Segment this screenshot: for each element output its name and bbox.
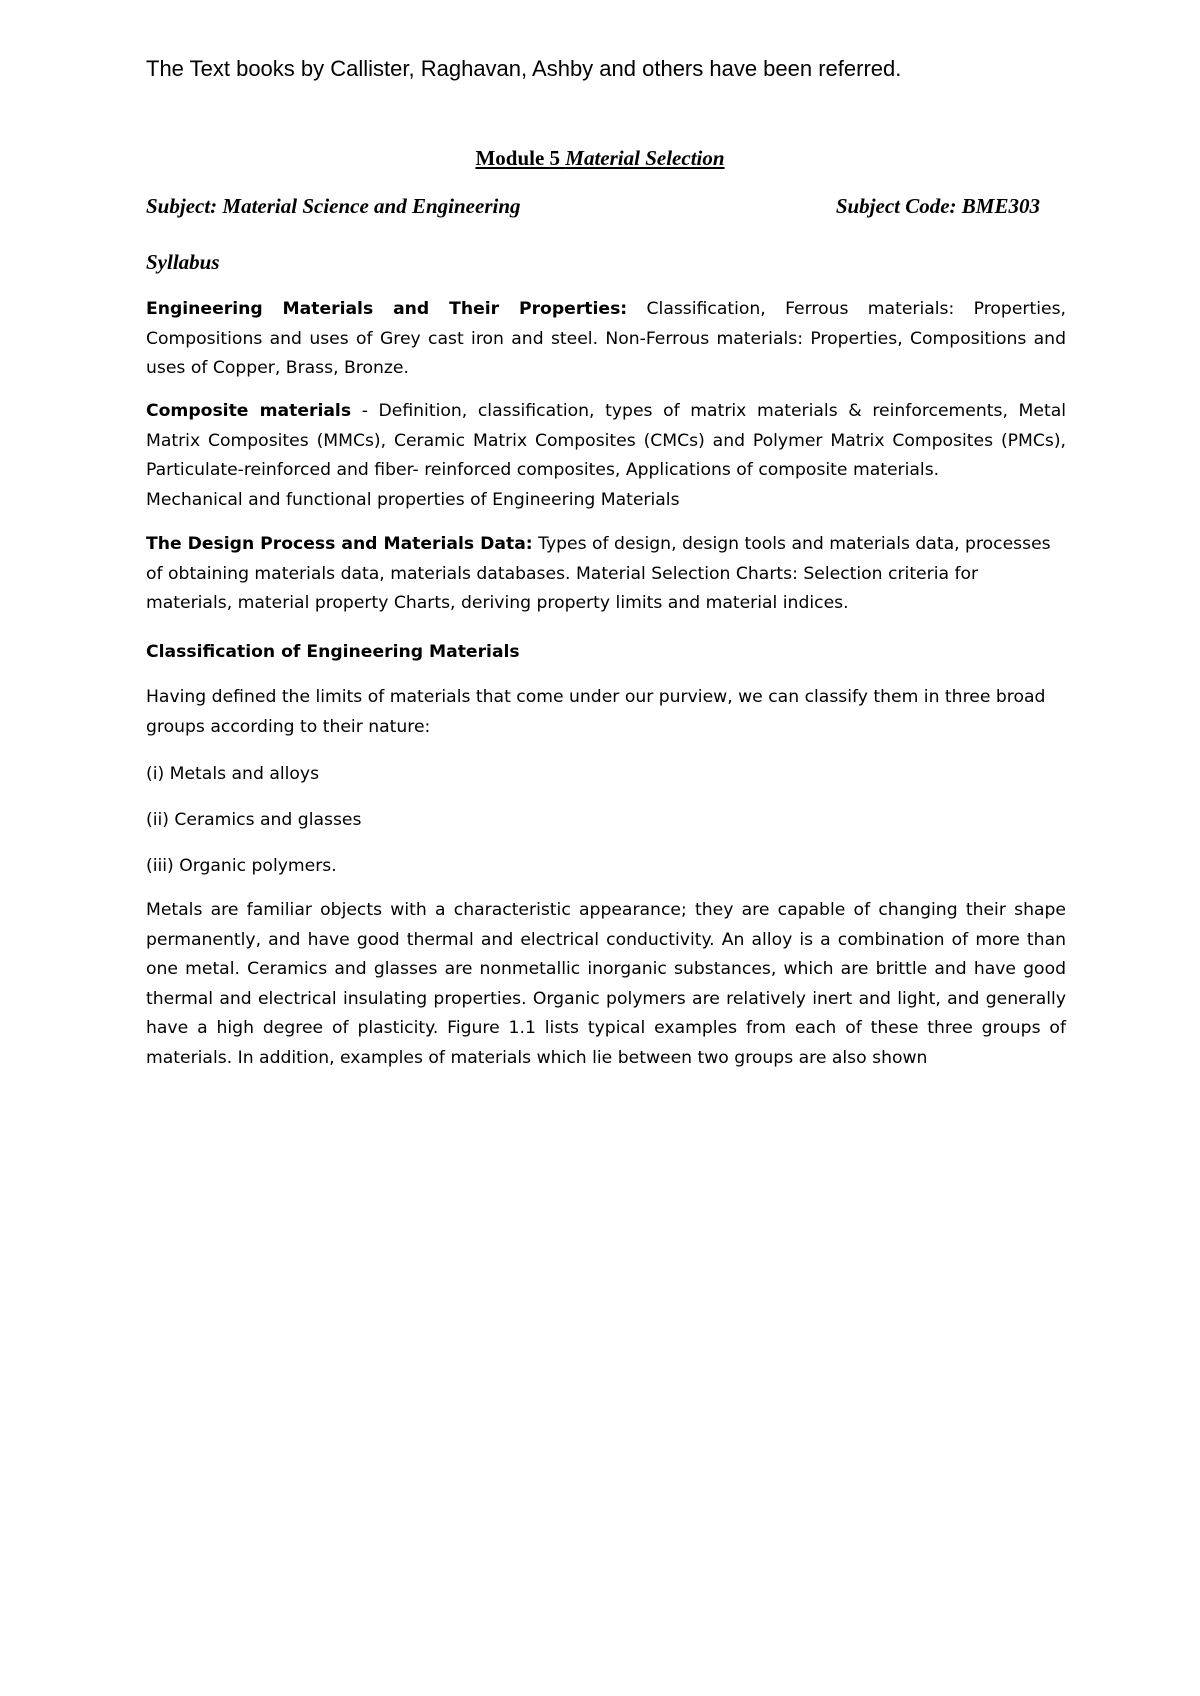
classification-heading [146, 638, 1066, 668]
subject-code: Subject Code: BME303 [835, 194, 1040, 218]
module-number: Module 5 [475, 146, 566, 170]
engineering-materials-text: Classification, Ferrous materials: Properties, Compositions and uses of Grey cast iron and steel. Non-Ferrous materials: Properties, Compositions and uses of Copper, Brass, Bronze. [146, 299, 1066, 378]
syllabus-heading: Syllabus [146, 250, 220, 274]
design-process-text: Types of design, design tools and materials data, processes of obtaining materials data, materials databases. Material Selection Charts: Selection criteria for materials, material property Charts, deriving property limits and material indices. [146, 534, 1051, 613]
composites-last-line: Mechanical and functional properties of Engineering Materials [146, 489, 680, 510]
module-name: Material Selection [565, 146, 725, 170]
composites-heading: Composite materials [146, 401, 352, 421]
syllabus-design-process [146, 530, 1066, 619]
subject-line [146, 194, 1040, 219]
module-title [0, 146, 1200, 171]
classification-intro [146, 683, 1046, 742]
classification-paragraph [146, 896, 1066, 1073]
engineering-materials-heading: Engineering Materials and Their Properties: [146, 299, 628, 319]
syllabus-composites [146, 397, 1066, 515]
reference-note: The Text books by Callister, Raghavan, Ashby and others have been referred. [146, 56, 902, 81]
group-item: (ii) Ceramics and glasses [146, 810, 362, 830]
classification-paragraph-text: Metals are familiar objects with a characteristic appearance; they are capable of changing their shape permanently, and have good thermal and electrical conductivity. An alloy is a combination of more than one metal. Ceramics and glasses are nonmetallic inorganic substances, which are brittle and have good thermal and electrical insulating properties. Organic polymers are relatively inert and light, and generally have a high degree of plasticity. Figure 1.1 lists typical examples from each of these three groups of materials. In addition, examples of materials which lie between two groups are also shown [146, 900, 1066, 1068]
classification-intro-text: Having defined the limits of materials that come under our purview, we can classify them in three broad groups according to their nature: [146, 687, 1046, 737]
module-title-underlined [475, 146, 724, 170]
group-item: (i) Metals and alloys [146, 764, 320, 784]
subject-label: Subject: Material Science and Engineering [146, 194, 521, 218]
group-item: (iii) Organic polymers. [146, 856, 337, 876]
classification-heading-text: Classification of Engineering Materials [146, 642, 520, 662]
syllabus-engineering-materials [146, 295, 1066, 384]
design-process-heading: The Design Process and Materials Data: [146, 534, 533, 554]
composites-text: - Definition, classification, types of matrix materials & reinforcements, Metal Matrix Composites (MMCs), Ceramic Matrix Composites (CMCs) and Polymer Matrix Composites (PMCs), Particulate-reinforced and fiber- reinforced composites, Applications of composite materials. [146, 401, 1066, 480]
